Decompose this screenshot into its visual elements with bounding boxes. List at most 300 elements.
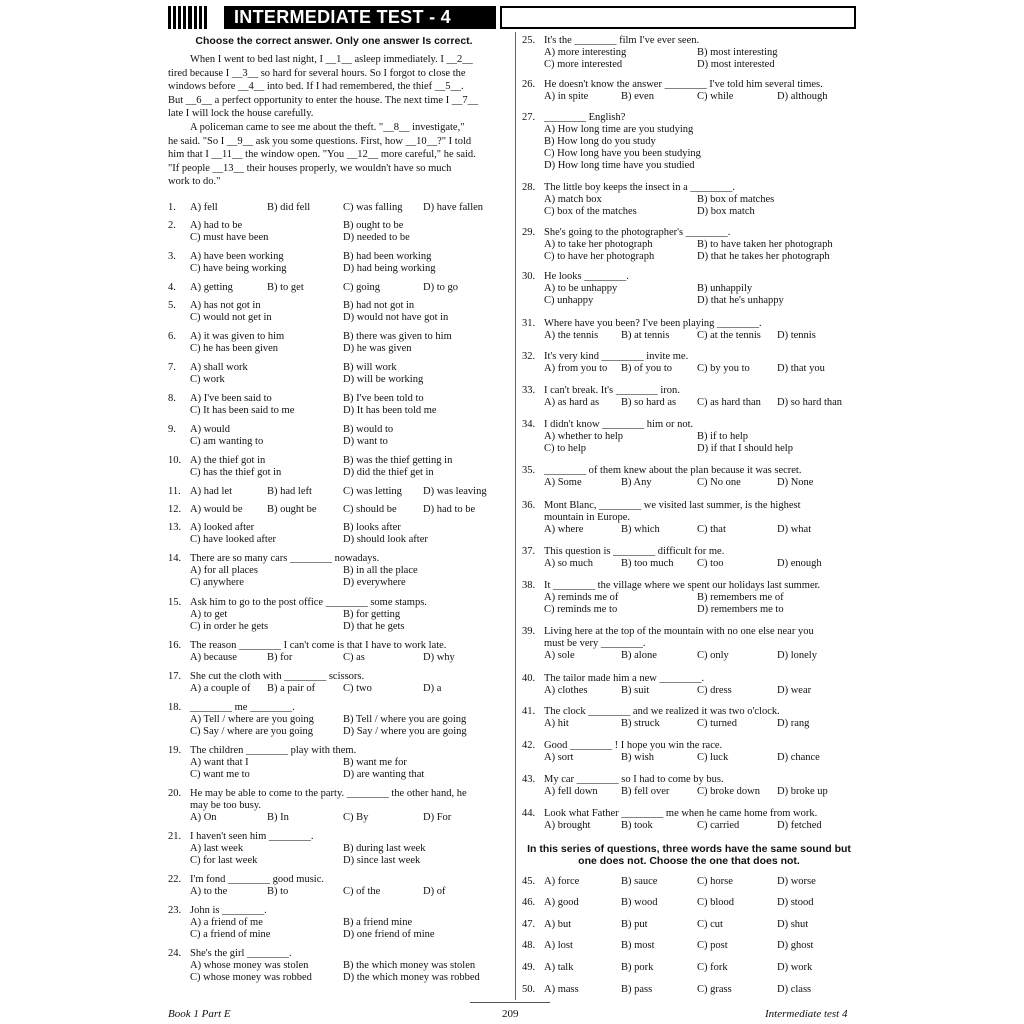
answer-option[interactable]: C) must have been [190, 232, 269, 243]
answer-option[interactable]: C) a friend of mine [190, 929, 271, 940]
answer-option[interactable]: A) last week [190, 843, 244, 854]
answer-option[interactable]: B) Tell / where you are going [343, 714, 467, 725]
answer-option[interactable]: D) to go [423, 282, 458, 293]
answer-option[interactable]: C) cut [697, 919, 723, 930]
answer-option[interactable]: A) to take her photograph [544, 239, 653, 250]
passage-line: windows before __4__ into bed. If I had remembered, the thief __5__. [168, 81, 464, 93]
answer-option[interactable]: D) tennis [777, 330, 816, 341]
answer-option[interactable]: C) more interested [544, 59, 623, 70]
answer-option[interactable]: B) so hard as [621, 397, 677, 408]
answer-option[interactable]: B) looks after [343, 522, 401, 533]
question-text: He doesn't know the answer ________ I've told him several times. [544, 79, 823, 90]
answer-option[interactable]: C) Say / where are you going [190, 726, 314, 737]
answer-option[interactable]: C) for last week [190, 855, 258, 866]
answer-option[interactable]: B) wish [621, 752, 654, 763]
answer-option[interactable]: C) work [190, 374, 225, 385]
answer-option[interactable]: D) would not have got in [343, 312, 449, 323]
answer-option[interactable]: B) I've been told to [343, 393, 424, 404]
answer-option[interactable]: C) in order he gets [190, 621, 269, 632]
answer-option[interactable]: D) although [777, 91, 828, 102]
answer-option[interactable]: C) as [343, 652, 365, 663]
answer-option[interactable]: C) post [697, 940, 728, 951]
answer-option[interactable]: A) On [190, 812, 217, 823]
answer-option[interactable]: B) a pair of [267, 683, 316, 694]
answer-option[interactable]: D) of [423, 886, 446, 897]
question-text: Ask him to go to the post office ________ some stamps. [190, 597, 427, 608]
answer-option[interactable]: B) had not got in [343, 300, 415, 311]
answer-option[interactable]: C) horse [697, 876, 733, 887]
answer-option[interactable]: C) was letting [343, 486, 402, 497]
answer-option[interactable]: A) for all places [190, 565, 258, 576]
answer-option[interactable]: A) How long time are you studying [544, 124, 694, 135]
answer-option[interactable]: C) No one [697, 477, 741, 488]
question-number: 6. [168, 331, 176, 342]
answer-option[interactable]: B) ought to be [343, 220, 404, 231]
answer-option[interactable]: D) he was given [343, 343, 412, 354]
answer-option[interactable]: B) Any [621, 477, 652, 488]
answer-option[interactable]: A) force [544, 876, 580, 887]
answer-option[interactable]: A) the tennis [544, 330, 599, 341]
answer-option[interactable]: D) that you [777, 363, 825, 374]
passage-line: When I went to bed last night, I __1__ asleep immediately. I __2__ [190, 54, 473, 65]
answer-option[interactable]: D) had to be [423, 504, 476, 515]
answer-option[interactable]: D) should look after [343, 534, 428, 545]
question-text: Living here at the top of the mountain with no one else near you [544, 626, 814, 637]
footer-page-number: 209 [502, 1008, 519, 1020]
answer-option[interactable]: C) am wanting to [190, 436, 264, 447]
answer-option[interactable]: D) the which money was robbed [343, 972, 480, 983]
question-number: 33. [522, 385, 536, 396]
answer-option[interactable]: D) enough [777, 558, 822, 569]
page-title: INTERMEDIATE TEST - 4 [224, 6, 496, 29]
question-number: 34. [522, 419, 536, 430]
answer-option[interactable]: B) alone [621, 650, 657, 661]
answer-option[interactable]: D) fetched [777, 820, 822, 831]
answer-option[interactable]: A) sort [544, 752, 574, 763]
question-number: 15. [168, 597, 182, 608]
answer-option[interactable]: C) grass [697, 984, 732, 995]
answer-option[interactable]: C) by you to [697, 363, 750, 374]
answer-option[interactable]: D) Say / where you are going [343, 726, 467, 737]
answer-option[interactable]: C) has the thief got in [190, 467, 282, 478]
question-number: 14. [168, 553, 182, 564]
question-text: Where have you been? I've been playing ________. [544, 318, 762, 329]
answer-option[interactable]: D) needed to be [343, 232, 410, 243]
answer-option[interactable]: D) that he's unhappy [697, 295, 784, 306]
question-number: 32. [522, 351, 536, 362]
answer-option[interactable]: B) fell over [621, 786, 670, 797]
answer-option[interactable]: D) None [777, 477, 814, 488]
answer-option[interactable]: C) dress [697, 685, 732, 696]
question-number: 10. [168, 455, 182, 466]
answer-option[interactable]: C) How long have you been studying [544, 148, 701, 159]
answer-option[interactable]: B) did fell [267, 202, 311, 213]
answer-option[interactable]: B) the which money was stolen [343, 960, 476, 971]
answer-option[interactable]: A) mass [544, 984, 579, 995]
answer-option[interactable]: A) shall work [190, 362, 248, 373]
answer-option[interactable]: C) should be [343, 504, 397, 515]
question-text: mountain in Europe. [544, 512, 631, 523]
question-number: 25. [522, 35, 536, 46]
answer-option[interactable]: A) reminds me of [544, 592, 619, 603]
answer-option[interactable]: D) box match [697, 206, 755, 217]
answer-option[interactable]: C) blood [697, 897, 735, 908]
answer-option[interactable]: B) box of matches [697, 194, 775, 205]
answer-option[interactable]: A) would [190, 424, 230, 435]
answer-option[interactable]: D) everywhere [343, 577, 406, 588]
answer-option[interactable]: B) remembers me of [697, 592, 784, 603]
answer-option[interactable]: D) are wanting that [343, 769, 425, 780]
question-text: It's very kind ________ invite me. [544, 351, 689, 362]
answer-option[interactable]: C) turned [697, 718, 737, 729]
question-number: 38. [522, 580, 536, 591]
answer-option[interactable]: B) to get [267, 282, 304, 293]
question-text: ________ me ________. [190, 702, 295, 713]
answer-option[interactable]: A) but [544, 919, 572, 930]
answer-option[interactable]: B) sauce [621, 876, 658, 887]
question-number: 46. [522, 897, 536, 908]
answer-option[interactable]: B) at tennis [621, 330, 670, 341]
answer-option[interactable]: A) Some [544, 477, 582, 488]
answer-option[interactable]: A) brought [544, 820, 591, 831]
answer-option[interactable]: B) ought be [267, 504, 317, 515]
question-text: I'm fond ________ good music. [190, 874, 325, 885]
answer-option[interactable]: D) work [777, 962, 813, 973]
answer-option[interactable]: D) since last week [343, 855, 421, 866]
answer-option[interactable]: C) while [697, 91, 734, 102]
question-text: This question is ________ difficult for me. [544, 546, 725, 557]
answer-option[interactable]: D) will be working [343, 374, 424, 385]
question-number: 30. [522, 271, 536, 282]
answer-option[interactable]: D) had being working [343, 263, 436, 274]
question-text: He may be able to come to the party. ________ the other hand, he [190, 788, 467, 799]
answer-option[interactable]: C) he has been given [190, 343, 279, 354]
question-number: 44. [522, 808, 536, 819]
answer-option[interactable]: C) fork [697, 962, 728, 973]
answer-option[interactable]: D) a [423, 683, 442, 694]
question-number: 40. [522, 673, 536, 684]
question-number: 11. [168, 486, 181, 497]
answer-option[interactable]: C) By [343, 812, 369, 823]
answer-option[interactable]: A) I've been said to [190, 393, 272, 404]
question-number: 42. [522, 740, 536, 751]
answer-option[interactable]: D) if that I should help [697, 443, 793, 454]
header-blank-box [500, 6, 856, 29]
answer-option[interactable]: C) anywhere [190, 577, 244, 588]
passage-line: "If people __13__ their houses properly, we wouldn't have so much [168, 162, 452, 174]
answer-option[interactable]: D) remembers me to [697, 604, 784, 615]
answer-option[interactable]: C) want me to [190, 769, 250, 780]
section-instruction-line: In this series of questions, three words have the same sound but [527, 843, 851, 855]
question-number: 12. [168, 504, 182, 515]
answer-option[interactable]: A) Tell / where are you going [190, 714, 314, 725]
answer-option[interactable]: A) to be unhappy [544, 283, 618, 294]
question-number: 31. [522, 318, 536, 329]
question-number: 29. [522, 227, 536, 238]
question-text: The reason ________ I can't come is that I have to work late. [190, 640, 447, 651]
answer-option[interactable]: B) a friend mine [343, 917, 413, 928]
answer-option[interactable]: B) would to [343, 424, 394, 435]
answer-option[interactable]: A) fell [190, 202, 218, 213]
answer-option[interactable]: D) most interested [697, 59, 775, 70]
answer-option[interactable]: C) at the tennis [697, 330, 761, 341]
question-number: 3. [168, 251, 176, 262]
answer-option[interactable]: A) it was given to him [190, 331, 285, 342]
answer-option[interactable]: D) lonely [777, 650, 817, 661]
answer-option[interactable]: B) in all the place [343, 565, 418, 576]
answer-option[interactable]: C) unhappy [544, 295, 594, 306]
question-text: It ________ the village where we spent our holidays last summer. [544, 580, 821, 591]
answer-option[interactable]: A) sole [544, 650, 575, 661]
answer-option[interactable]: A) match box [544, 194, 602, 205]
answer-option[interactable]: A) want that I [190, 757, 249, 768]
passage-line: late I will lock the house carefully. [168, 108, 314, 120]
answer-option[interactable]: C) going [343, 282, 381, 293]
question-number: 28. [522, 182, 536, 193]
question-number: 18. [168, 702, 182, 713]
answer-option[interactable]: D) want to [343, 436, 388, 447]
answer-option[interactable]: C) that [697, 524, 726, 535]
answer-option[interactable]: A) a couple of [190, 683, 251, 694]
answer-option[interactable]: D) It has been told me [343, 405, 437, 416]
footer-book-label: Book 1 Part E [168, 1008, 231, 1020]
question-number: 7. [168, 362, 176, 373]
question-number: 8. [168, 393, 176, 404]
instruction-text: Choose the correct answer. Only one answer Is correct. [195, 35, 473, 47]
answer-option[interactable]: B) unhappily [697, 283, 753, 294]
answer-option[interactable]: B) even [621, 91, 654, 102]
question-number: 27. [522, 112, 536, 123]
answer-option[interactable]: B) want me for [343, 757, 407, 768]
answer-option[interactable]: B) pork [621, 962, 654, 973]
section-instruction-line: one does not. Choose the one that does not. [578, 855, 800, 867]
passage-line: A policeman came to see me about the theft. "__8__ investigate," [190, 121, 465, 133]
answer-option[interactable]: A) had to be [190, 220, 243, 231]
answer-option[interactable]: B) most interesting [697, 47, 778, 58]
answer-option[interactable]: A) to get [190, 609, 228, 620]
answer-option[interactable]: B) pass [621, 984, 653, 995]
answer-option[interactable]: D) For [423, 812, 452, 823]
passage-line: him that I __11__ the window open. "You __12__ more careful," he said. [168, 149, 476, 161]
question-text: The little boy keeps the insect in a ________. [544, 182, 735, 193]
answer-option[interactable]: A) the thief got in [190, 455, 266, 466]
answer-option[interactable]: A) whether to help [544, 431, 624, 442]
answer-option[interactable]: B) to [267, 886, 289, 897]
answer-option[interactable]: B) In [267, 812, 289, 823]
answer-option[interactable]: B) there was given to him [343, 331, 452, 342]
answer-option[interactable]: D) have fallen [423, 202, 484, 213]
question-text: It's the ________ film I've ever seen. [544, 35, 700, 46]
question-text: I can't break. It's ________ iron. [544, 385, 680, 396]
answer-option[interactable]: C) broke down [697, 786, 760, 797]
answer-option[interactable]: B) suit [621, 685, 650, 696]
answer-option[interactable]: D) what [777, 524, 812, 535]
answer-option[interactable]: C) carried [697, 820, 740, 831]
question-number: 43. [522, 774, 536, 785]
answer-option[interactable]: D) was leaving [423, 486, 487, 497]
question-text: The clock ________ and we realized it was two o'clock. [544, 706, 780, 717]
answer-option[interactable]: C) luck [697, 752, 729, 763]
question-number: 45. [522, 876, 536, 887]
answer-option[interactable]: C) reminds me to [544, 604, 618, 615]
answer-option[interactable]: A) where [544, 524, 584, 535]
passage-line: work to do." [168, 176, 221, 188]
answer-option[interactable]: D) How long time have you studied [544, 160, 695, 171]
answer-option[interactable]: B) took [621, 820, 653, 831]
answer-option[interactable]: B) How long do you study [544, 136, 656, 147]
column-divider [515, 32, 516, 1000]
answer-option[interactable]: D) wear [777, 685, 812, 696]
answer-option[interactable]: B) most [621, 940, 655, 951]
question-number: 39. [522, 626, 536, 637]
question-text: The children ________ play with them. [190, 745, 357, 756]
section-instruction [522, 843, 856, 867]
answer-option[interactable]: B) will work [343, 362, 397, 373]
question-text: He looks ________. [544, 271, 629, 282]
question-number: 5. [168, 300, 176, 311]
answer-option[interactable]: A) whose money was stolen [190, 960, 309, 971]
question-text: must be very ________. [544, 638, 646, 649]
answer-option[interactable]: A) has not got in [190, 300, 261, 311]
answer-option[interactable]: A) a friend of me [190, 917, 263, 928]
answer-option[interactable]: B) for getting [343, 609, 401, 620]
question-text: The tailor made him a new ________. [544, 673, 705, 684]
passage-line: tired because I __3__ so hard for several hours. So I forgot to close the [168, 67, 466, 79]
answer-option[interactable]: D) worse [777, 876, 816, 887]
answer-option[interactable]: A) so much [544, 558, 593, 569]
answer-option[interactable]: B) wood [621, 897, 658, 908]
answer-option[interactable]: B) to have taken her photograph [697, 239, 833, 250]
question-number: 19. [168, 745, 182, 756]
question-number: 47. [522, 919, 536, 930]
page-header [168, 6, 856, 29]
answer-option[interactable]: D) ghost [777, 940, 814, 951]
answer-option[interactable]: D) that he gets [343, 621, 405, 632]
answer-option[interactable]: A) as hard as [544, 397, 600, 408]
answer-option[interactable]: A) would be [190, 504, 243, 515]
question-number: 36. [522, 500, 536, 511]
question-number: 1. [168, 202, 176, 213]
answer-option[interactable]: C) two [343, 683, 372, 694]
question-number: 21. [168, 831, 182, 842]
answer-option[interactable]: C) have looked after [190, 534, 277, 545]
answer-option[interactable]: B) during last week [343, 843, 426, 854]
answer-option[interactable]: C) to help [544, 443, 586, 454]
answer-option[interactable]: D) rang [777, 718, 810, 729]
answer-option[interactable]: A) lost [544, 940, 573, 951]
answer-option[interactable]: B) too much [621, 558, 674, 569]
answer-option[interactable]: A) had let [190, 486, 232, 497]
answer-option[interactable]: C) of the [343, 886, 381, 897]
answer-option[interactable]: C) box of the matches [544, 206, 637, 217]
answer-option[interactable]: A) talk [544, 962, 574, 973]
answer-option[interactable]: A) to the [190, 886, 228, 897]
answer-option[interactable]: D) broke up [777, 786, 828, 797]
answer-option[interactable]: B) if to help [697, 431, 749, 442]
question-number: 4. [168, 282, 176, 293]
answer-option[interactable]: C) too [697, 558, 724, 569]
answer-option[interactable]: C) only [697, 650, 729, 661]
footer-rule [470, 1002, 550, 1003]
answer-option[interactable]: A) getting [190, 282, 233, 293]
answer-option[interactable]: D) class [777, 984, 812, 995]
answer-option[interactable]: A) clothes [544, 685, 588, 696]
question-number: 17. [168, 671, 182, 682]
question-text: ________ English? [544, 112, 626, 123]
answer-option[interactable]: C) have being working [190, 263, 287, 274]
answer-option[interactable]: B) struck [621, 718, 660, 729]
footer-test-label: Intermediate test 4 [765, 1008, 848, 1020]
question-text: ________ of them knew about the plan because it was secret. [544, 465, 802, 476]
question-text: My car ________ so I had to come by bus. [544, 774, 724, 785]
question-number: 35. [522, 465, 536, 476]
question-text: Look what Father ________ me when he came home from work. [544, 808, 818, 819]
answer-option[interactable]: D) shut [777, 919, 809, 930]
answer-option[interactable]: D) one friend of mine [343, 929, 435, 940]
header-bars-decoration [168, 6, 207, 29]
passage [168, 53, 500, 189]
answer-option[interactable]: D) did the thief get in [343, 467, 434, 478]
answer-option[interactable]: C) as hard than [697, 397, 761, 408]
question-number: 22. [168, 874, 182, 885]
question-number: 37. [522, 546, 536, 557]
answer-option[interactable]: A) have been working [190, 251, 284, 262]
question-number: 49. [522, 962, 536, 973]
answer-option[interactable]: B) was the thief getting in [343, 455, 453, 466]
question-number: 13. [168, 522, 182, 533]
question-text: There are so many cars ________ nowadays. [190, 553, 380, 564]
answer-option[interactable]: B) put [621, 919, 648, 930]
answer-option[interactable]: B) had left [267, 486, 312, 497]
question-number: 20. [168, 788, 182, 799]
answer-option[interactable]: C) would not get in [190, 312, 272, 323]
answer-option[interactable]: A) from you to [544, 363, 608, 374]
question-text: may be too busy. [190, 800, 262, 811]
question-number: 48. [522, 940, 536, 951]
answer-option[interactable]: B) of you to [621, 363, 673, 374]
answer-option[interactable]: A) in spite [544, 91, 589, 102]
question-text: Good ________ ! I hope you win the race. [544, 740, 723, 751]
question-number: 9. [168, 424, 176, 435]
answer-option[interactable]: A) looked after [190, 522, 255, 533]
answer-option[interactable]: C) to have her photograph [544, 251, 655, 262]
answer-option[interactable]: B) had been working [343, 251, 432, 262]
answer-option[interactable]: A) more interesting [544, 47, 627, 58]
answer-option[interactable]: A) because [190, 652, 237, 663]
answer-option[interactable]: C) was falling [343, 202, 403, 213]
answer-option[interactable]: C) It has been said to me [190, 405, 295, 416]
question-number: 26. [522, 79, 536, 90]
answer-option[interactable]: C) whose money was robbed [190, 972, 312, 983]
answer-option[interactable]: A) hit [544, 718, 569, 729]
passage-line: he said. "So I __9__ ask you some questions. First, how __10__?" I told [168, 135, 472, 147]
answer-option[interactable]: D) that he takes her photograph [697, 251, 830, 262]
answer-option[interactable]: D) chance [777, 752, 820, 763]
question-text: She's the girl ________. [190, 948, 292, 959]
answer-option[interactable]: D) so hard than [777, 397, 843, 408]
answer-option[interactable]: B) which [621, 524, 660, 535]
answer-option[interactable]: B) for [267, 652, 293, 663]
question-number: 41. [522, 706, 536, 717]
question-number: 24. [168, 948, 182, 959]
answer-option[interactable]: A) fell down [544, 786, 598, 797]
answer-option[interactable]: D) stood [777, 897, 814, 908]
question-text: Mont Blanc, ________ we visited last summer, is the highest [544, 500, 801, 511]
question-text: I didn't know ________ him or not. [544, 419, 694, 430]
question-text: She cut the cloth with ________ scissors. [190, 671, 365, 682]
answer-option[interactable]: D) why [423, 652, 455, 663]
answer-option[interactable]: A) good [544, 897, 579, 908]
